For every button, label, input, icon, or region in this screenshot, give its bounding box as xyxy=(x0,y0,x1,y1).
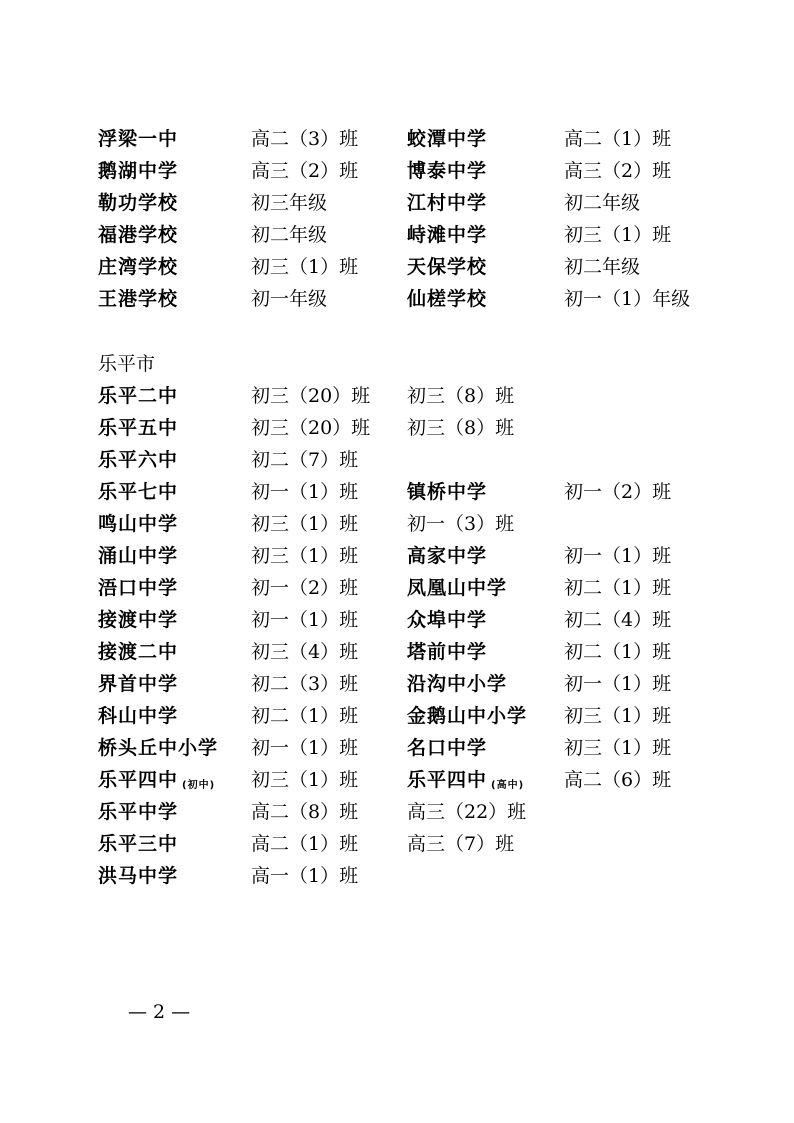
class-name: 初二（1）班 xyxy=(564,641,672,663)
list-row xyxy=(98,700,738,732)
class-name: 高二（3）班 xyxy=(251,128,359,150)
school-name: 乐平中学 xyxy=(98,801,179,823)
class-name: 初二年级 xyxy=(564,192,641,214)
class-name: 初三年级 xyxy=(251,192,328,214)
class-name: 高二（1）班 xyxy=(564,128,672,150)
class-name: 高二（6）班 xyxy=(564,769,672,791)
list-row xyxy=(98,540,738,572)
list-row xyxy=(98,860,738,892)
list-row xyxy=(98,444,738,476)
school-name: 乐平五中 xyxy=(98,417,179,439)
list-row xyxy=(98,380,738,412)
school-name: 博泰中学 xyxy=(407,160,488,182)
school-list-block-2 xyxy=(98,380,738,892)
page-number: — 2 — xyxy=(128,1001,191,1023)
class-name: 高三（2）班 xyxy=(564,160,672,182)
school-name: 蛟潭中学 xyxy=(407,128,488,150)
class-name: 初三（1）班 xyxy=(564,224,672,246)
school-name: 凤凰山中学 xyxy=(407,577,508,599)
school-name: 乐平三中 xyxy=(98,833,179,855)
class-name: 初三（1）班 xyxy=(564,705,672,727)
list-row xyxy=(98,187,738,219)
list-row xyxy=(98,764,738,796)
school-name: 界首中学 xyxy=(98,673,179,695)
school-name: 涌山中学 xyxy=(98,545,179,567)
class-name: 高三（22）班 xyxy=(407,801,527,823)
class-name: 初二（4）班 xyxy=(564,609,672,631)
school-name: 名口中学 xyxy=(407,737,488,759)
class-name: 初三（20）班 xyxy=(251,385,371,407)
list-row xyxy=(98,476,738,508)
school-name: 江村中学 xyxy=(407,192,488,214)
class-name: 高二（1）班 xyxy=(251,833,359,855)
class-name: 初一年级 xyxy=(251,288,328,310)
section-title: 乐平市 xyxy=(98,353,156,375)
class-name: 初一（1）班 xyxy=(564,673,672,695)
school-level-note: (初中) xyxy=(182,780,216,791)
school-name: 鸣山中学 xyxy=(98,513,179,535)
list-row xyxy=(98,796,738,828)
school-name: 庄湾学校 xyxy=(98,256,179,278)
class-name: 初三（1）班 xyxy=(564,737,672,759)
list-row xyxy=(98,732,738,764)
list-row xyxy=(98,155,738,187)
class-name: 初一（2）班 xyxy=(251,577,359,599)
class-name: 初一（2）班 xyxy=(564,481,672,503)
class-name: 初二年级 xyxy=(564,256,641,278)
class-name: 初三（20）班 xyxy=(251,417,371,439)
list-row xyxy=(98,636,738,668)
school-level-note: (高中) xyxy=(491,780,525,791)
school-name: 王港学校 xyxy=(98,288,179,310)
class-name: 初二（1）班 xyxy=(564,577,672,599)
school-name: 金鹅山中小学 xyxy=(407,705,528,727)
class-name: 初三（1）班 xyxy=(251,513,359,535)
class-name: 高二（8）班 xyxy=(251,801,359,823)
school-name: 峙滩中学 xyxy=(407,224,488,246)
school-name: 鹅湖中学 xyxy=(98,160,179,182)
school-name: 塔前中学 xyxy=(407,641,488,663)
school-name: 浮梁一中 xyxy=(98,128,179,150)
class-name: 初一（1）班 xyxy=(251,609,359,631)
school-name: 科山中学 xyxy=(98,705,179,727)
class-name: 初一（1）班 xyxy=(564,545,672,567)
list-row xyxy=(98,668,738,700)
class-name: 初二年级 xyxy=(251,224,328,246)
school-name: 福港学校 xyxy=(98,224,179,246)
list-row xyxy=(98,604,738,636)
school-name: 乐平六中 xyxy=(98,449,179,471)
list-row xyxy=(98,572,738,604)
school-name: 天保学校 xyxy=(407,256,488,278)
class-name: 初三（8）班 xyxy=(407,385,515,407)
school-name: 接渡中学 xyxy=(98,609,179,631)
school-name: 乐平二中 xyxy=(98,385,179,407)
class-name: 初三（1）班 xyxy=(251,256,359,278)
list-row xyxy=(98,412,738,444)
school-name: 勒功学校 xyxy=(98,192,179,214)
list-row xyxy=(98,828,738,860)
school-name: 镇桥中学 xyxy=(407,481,488,503)
list-row xyxy=(98,508,738,540)
class-name: 初三（8）班 xyxy=(407,417,515,439)
school-name: 众埠中学 xyxy=(407,609,488,631)
school-name: 桥头丘中小学 xyxy=(98,737,219,759)
list-row xyxy=(98,251,738,283)
school-name: 乐平七中 xyxy=(98,481,179,503)
class-name: 初二（7）班 xyxy=(251,449,359,471)
school-name: 仙槎学校 xyxy=(407,288,488,310)
list-row xyxy=(98,123,738,155)
class-name: 初一（3）班 xyxy=(407,513,515,535)
school-name-text: 乐平四中 xyxy=(98,769,179,791)
list-row xyxy=(98,283,738,315)
school-name: 接渡二中 xyxy=(98,641,179,663)
class-name: 初一（1）班 xyxy=(251,481,359,503)
school-name: 沿沟中小学 xyxy=(407,673,508,695)
class-name: 高三（2）班 xyxy=(251,160,359,182)
class-name: 初三（4）班 xyxy=(251,641,359,663)
class-name: 初一（1）班 xyxy=(251,737,359,759)
list-row xyxy=(98,219,738,251)
school-name: 浯口中学 xyxy=(98,577,179,599)
school-name-text: 乐平四中 xyxy=(407,769,488,791)
class-name: 高三（7）班 xyxy=(407,833,515,855)
school-name: 洪马中学 xyxy=(98,865,179,887)
class-name: 初二（1）班 xyxy=(251,705,359,727)
class-name: 高一（1）班 xyxy=(251,865,359,887)
school-name: 高家中学 xyxy=(407,545,488,567)
class-name: 初三（1）班 xyxy=(251,769,359,791)
school-list-block-1 xyxy=(98,123,738,315)
class-name: 初二（3）班 xyxy=(251,673,359,695)
class-name: 初三（1）班 xyxy=(251,545,359,567)
class-name: 初一（1）年级 xyxy=(564,288,691,310)
